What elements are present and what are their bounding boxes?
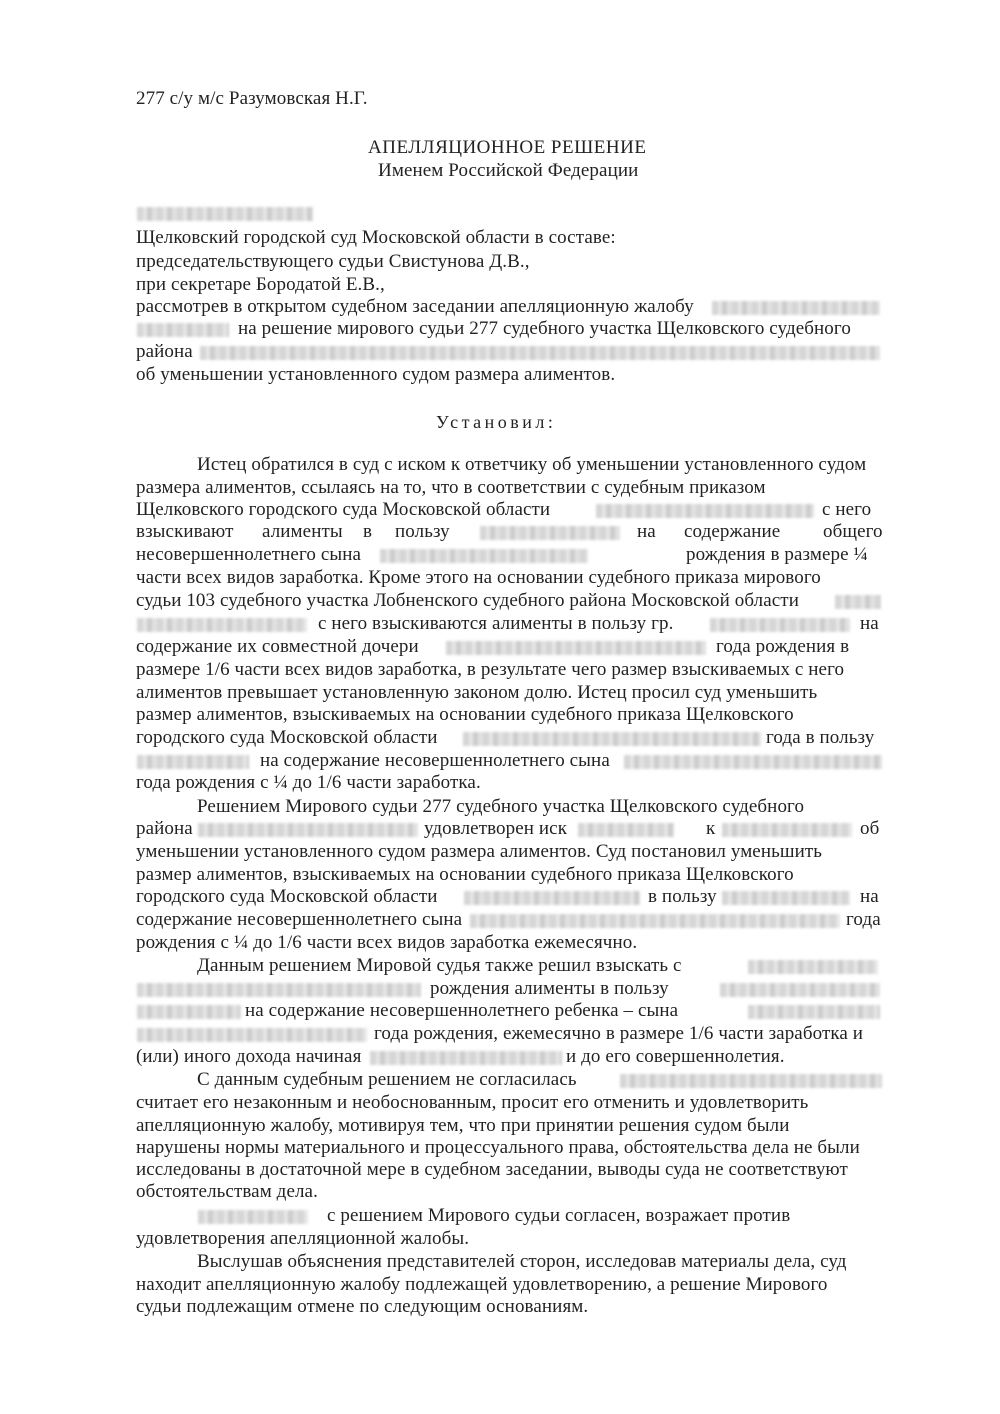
paragraph-line: апелляционную жалобу, мотивируя тем, что при принятии решения судом были	[136, 1115, 790, 1136]
redacted-block	[624, 755, 882, 769]
paragraph-fragment: года	[846, 909, 881, 930]
paragraph-fragment: с него	[822, 499, 872, 520]
intro-line: района	[136, 341, 193, 362]
intro-line: на решение мирового судьи 277 судебного участка Щелковского судебного	[238, 318, 851, 339]
paragraph-fragment: на	[860, 886, 879, 907]
paragraph-fragment: в	[363, 521, 373, 542]
redacted-block	[137, 983, 421, 997]
redacted-block	[720, 983, 880, 997]
paragraph-fragment: удовлетворен иск	[424, 818, 568, 839]
intro-line: Щелковский городской суд Московской области в составе:	[136, 227, 616, 248]
paragraph-line: Истец обратился в суд с иском к ответчику об уменьшении установленного судом	[197, 454, 867, 475]
redacted-block	[446, 641, 706, 655]
paragraph-line: года рождения с ¼ до 1/6 части заработка.	[136, 772, 481, 793]
paragraph-fragment: на содержание несовершеннолетнего сына	[260, 750, 610, 771]
paragraph-fragment: на содержание несовершеннолетнего ребенка – сына	[245, 1000, 679, 1021]
redacted-block	[578, 823, 674, 837]
paragraph-fragment: пользу	[395, 521, 450, 542]
redacted-block	[137, 1005, 241, 1019]
paragraph-fragment: района	[136, 818, 193, 839]
paragraph-fragment: к	[706, 818, 716, 839]
paragraph-fragment: с него взыскиваются алименты в пользу гр.	[318, 613, 674, 634]
paragraph-fragment: года рождения в	[716, 636, 850, 657]
paragraph-fragment: года рождения, ежемесячно в размере 1/6 части заработка и	[374, 1023, 864, 1044]
redacted-block	[137, 323, 229, 337]
intro-line: рассмотрев в открытом судебном заседании апелляционную жалобу	[136, 296, 694, 317]
intro-line: при секретаре Бородатой Е.В.,	[136, 274, 385, 295]
paragraph-line: судьи подлежащим отмене по следующим основаниям.	[136, 1296, 589, 1317]
paragraph-fragment: общего	[823, 521, 883, 542]
case-reference: 277 с/у м/с Разумовская Н.Г.	[136, 88, 368, 109]
paragraph-line: части всех видов заработка. Кроме этого на основании судебного приказа мирового	[136, 567, 821, 588]
paragraph-line: Выслушав объяснения представителей сторон, исследовав материалы дела, суд	[197, 1251, 847, 1272]
redacted-block	[137, 207, 313, 221]
paragraph-line: нарушены нормы материального и процессуального права, обстоятельства дела не были	[136, 1137, 860, 1158]
paragraph-fragment: года в пользу	[766, 727, 875, 748]
document-title: АПЕЛЛЯЦИОННОЕ РЕШЕНИЕ	[368, 137, 647, 158]
redacted-block	[463, 732, 761, 746]
intro-line: об уменьшении установленного судом размера алиментов.	[136, 364, 616, 385]
paragraph-line: размера алиментов, ссылаясь на то, что в соответствии с судебным приказом	[136, 477, 766, 498]
paragraph-fragment: и до его совершеннолетия.	[566, 1046, 785, 1067]
section-heading: Установил:	[436, 412, 557, 432]
paragraph-line: обстоятельствам дела.	[136, 1181, 318, 1202]
redacted-block	[380, 549, 588, 563]
paragraph-fragment: содержание несовершеннолетнего сына	[136, 909, 463, 930]
paragraph-line: Решением Мирового судьи 277 судебного участка Щелковского судебного	[197, 796, 805, 817]
redacted-block	[198, 823, 418, 837]
redacted-block	[722, 891, 850, 905]
paragraph-line: считает его незаконным и необоснованным, просит его отменить и удовлетворить	[136, 1092, 809, 1113]
redacted-block	[748, 1005, 880, 1019]
paragraph-line: находит апелляционную жалобу подлежащей удовлетворению, а решение Мирового	[136, 1274, 828, 1295]
paragraph-fragment: рождения в размере ¼	[686, 544, 868, 565]
paragraph-fragment: взыскивают	[136, 521, 234, 542]
redacted-block	[596, 504, 814, 518]
redacted-block	[198, 1210, 308, 1224]
paragraph-fragment: (или) иного дохода начиная	[136, 1046, 362, 1067]
paragraph-fragment: на	[637, 521, 656, 542]
paragraph-line: исследованы в достаточной мере в судебном заседании, выводы суда не соответствуют	[136, 1159, 848, 1180]
redacted-block	[835, 595, 881, 609]
redacted-block	[712, 301, 880, 315]
redacted-block	[137, 755, 249, 769]
paragraph-line: размер алиментов, взыскиваемых на основании судебного приказа Щелковского	[136, 864, 794, 885]
paragraph-fragment: С данным судебным решением не согласилась	[197, 1069, 577, 1090]
paragraph-line: судьи 103 судебного участка Лобненского судебного района Московской области	[136, 590, 799, 611]
intro-line: председательствующего судьи Свистунова Д.В.,	[136, 251, 530, 272]
paragraph-line: размер алиментов, взыскиваемых на основании судебного приказа Щелковского	[136, 704, 794, 725]
paragraph-fragment: алименты	[262, 521, 343, 542]
paragraph-fragment: Данным решением Мировой судья также решил взыскать с	[197, 955, 682, 976]
redacted-block	[470, 914, 840, 928]
document-subtitle: Именем Российской Федерации	[378, 160, 639, 181]
paragraph-line: уменьшении установленного судом размера алиментов. Суд постановил уменьшить	[136, 841, 823, 862]
paragraph-line: размере 1/6 части всех видов заработка, в результате чего размер взыскиваемых с него	[136, 659, 845, 680]
redacted-block	[620, 1074, 882, 1088]
paragraph-fragment: несовершеннолетнего сына	[136, 544, 362, 565]
paragraph-fragment: рождения алименты в пользу	[430, 978, 669, 999]
paragraph-fragment: об	[860, 818, 880, 839]
redacted-block	[200, 346, 880, 360]
paragraph-fragment: городского суда Московской области	[136, 886, 438, 907]
redacted-block	[464, 891, 640, 905]
paragraph-line: рождения с ¼ до 1/6 части всех видов заработка ежемесячно.	[136, 932, 638, 953]
paragraph-fragment: содержание их совместной дочери	[136, 636, 419, 657]
redacted-block	[710, 618, 850, 632]
paragraph-fragment: на	[860, 613, 879, 634]
redacted-block	[722, 823, 852, 837]
paragraph-fragment: в пользу	[648, 886, 717, 907]
redacted-block	[137, 618, 307, 632]
paragraph-line: Щелковского городского суда Московской области	[136, 499, 551, 520]
redacted-block	[748, 960, 878, 974]
redacted-block	[370, 1051, 562, 1065]
paragraph-line: удовлетворения апелляционной жалобы.	[136, 1228, 470, 1249]
redacted-block	[480, 526, 620, 540]
paragraph-fragment: с решением Мирового судьи согласен, возражает против	[327, 1205, 791, 1226]
paragraph-line: алиментов превышает установленную законом долю. Истец просил суд уменьшить	[136, 682, 818, 703]
redacted-block	[137, 1028, 367, 1042]
paragraph-fragment: содержание	[684, 521, 781, 542]
paragraph-fragment: городского суда Московской области	[136, 727, 438, 748]
